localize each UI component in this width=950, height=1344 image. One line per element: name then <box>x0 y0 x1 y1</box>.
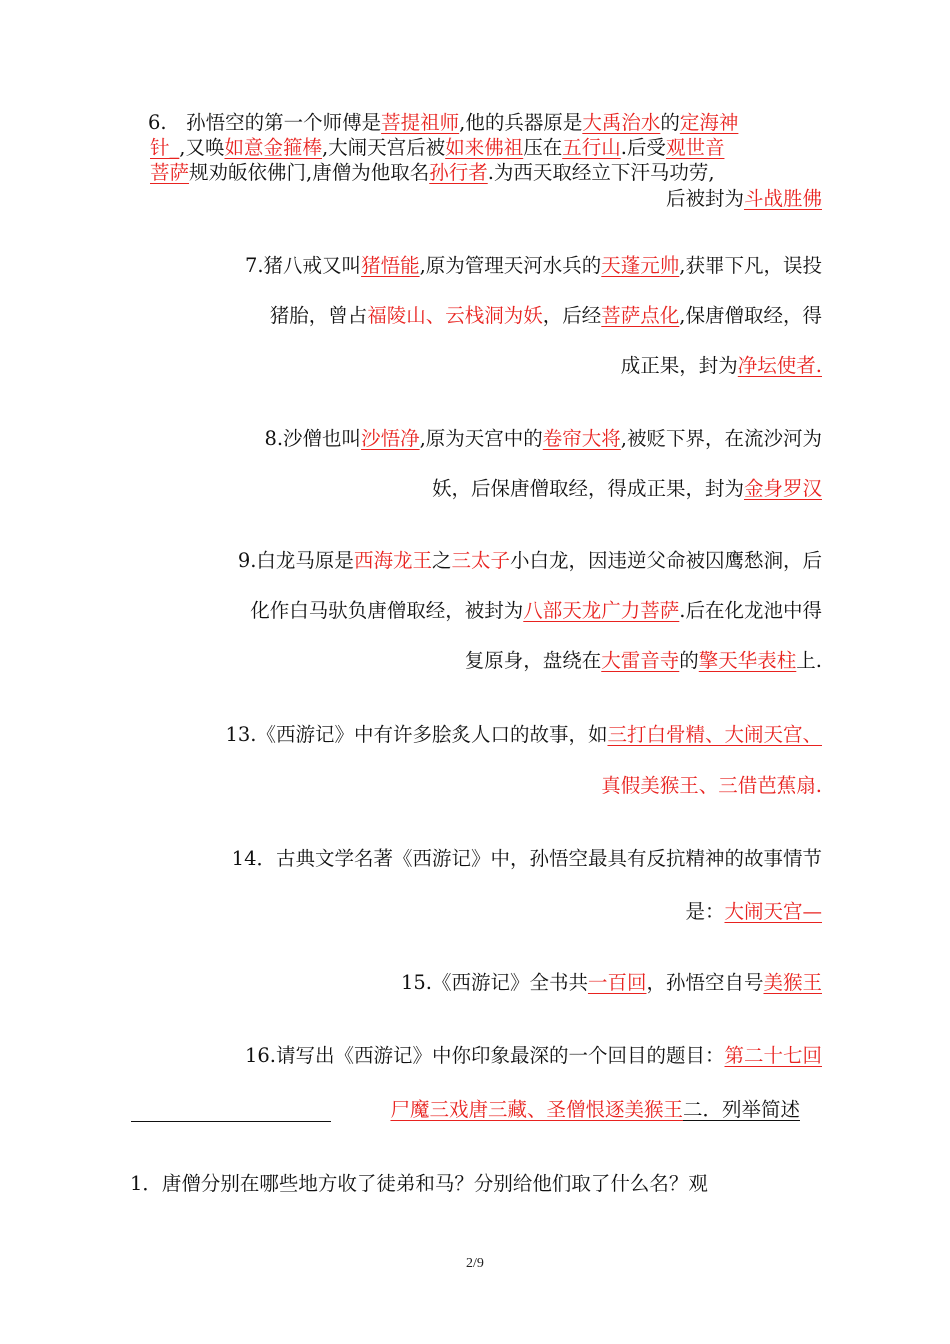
answer: 猪悟能 <box>361 254 420 277</box>
answer: 八部天龙广力菩萨 <box>523 599 680 622</box>
answer: 大禹治水 <box>582 111 661 134</box>
answer: 第二十七回 <box>724 1044 822 1067</box>
text: 上. <box>796 649 822 672</box>
q7-line3 <box>621 353 822 379</box>
section-heading: 二．列举简述 <box>682 1098 800 1121</box>
q13-line2 <box>601 773 822 799</box>
answer: 擎天华表柱 <box>698 649 797 672</box>
answer: 大闹天宫— <box>724 900 822 923</box>
text: 16.请写出《西游记》中你印象最深的一个回目的题目： <box>244 1044 725 1067</box>
text: ，后经 <box>542 304 602 327</box>
text: ,被贬下界，在流沙河为 <box>620 427 822 450</box>
q6-line3 <box>150 160 715 186</box>
q8-line2 <box>432 476 822 502</box>
page-number: 2/9 <box>466 1256 484 1271</box>
text: 13.《西游记》中有许多脍炙人口的故事，如 <box>225 723 608 746</box>
text: 之 <box>431 549 452 572</box>
text: 15.《西游记》全书共 <box>400 971 588 994</box>
q15-line1 <box>401 970 822 996</box>
q9-line2 <box>250 598 822 624</box>
sec2-q1-line1 <box>130 1171 708 1197</box>
text: 1．唐僧分别在哪些地方收了徒弟和马？分别给他们取了什么名？观 <box>130 1172 708 1195</box>
blank-underline <box>131 1121 331 1122</box>
text: 7.猪八戒又叫 <box>244 254 362 277</box>
answer: 尸魔三戏唐三藏、圣僧恨逐美猴王 <box>390 1098 683 1121</box>
q16-line2 <box>390 1097 800 1123</box>
answer: 美猴王 <box>763 971 822 994</box>
answer: 针_ <box>150 136 180 159</box>
text: ,原为天宫中的 <box>419 427 543 450</box>
q6-line1 <box>148 110 738 136</box>
text: 14．古典文学名著《西游记》中，孙悟空最具有反抗精神的故事情节 <box>231 847 822 870</box>
answer: 卷帘大将 <box>542 427 621 450</box>
text: ,他的兵器原是 <box>459 111 583 134</box>
answer: 真假美猴王、三借芭蕉扇. <box>601 774 822 797</box>
q13-line1 <box>225 722 822 748</box>
answer: 金身罗汉 <box>743 477 822 500</box>
q6-line2 <box>150 135 724 161</box>
answer: 天蓬元帅 <box>601 254 680 277</box>
answer: 净坛使者. <box>737 354 822 377</box>
q8-line1 <box>264 426 822 452</box>
answer: 一百回 <box>587 971 647 994</box>
text: 是： <box>685 900 725 923</box>
answer: 如来佛祖 <box>445 136 524 159</box>
q9-line3 <box>465 648 822 674</box>
q14-line2 <box>685 899 822 925</box>
q7-line1 <box>245 253 822 279</box>
text: 的 <box>679 649 699 672</box>
answer: 沙悟净 <box>361 427 420 450</box>
answer: 斗战胜佛 <box>743 187 822 210</box>
answer: 五行山 <box>562 136 621 159</box>
text: ,保唐僧取经，得 <box>679 304 822 327</box>
q14-line1 <box>232 846 822 872</box>
text: ,原为管理天河水兵的 <box>419 254 602 277</box>
answer: 观世音 <box>665 136 725 159</box>
text: ,大闹天宫后被 <box>321 136 446 159</box>
answer: 福陵山、云栈洞为妖 <box>367 304 543 327</box>
text: .后受 <box>620 136 666 159</box>
answer: 菩萨 <box>150 161 190 184</box>
text: 成正果，封为 <box>620 354 738 377</box>
answer: 定海神 <box>679 111 739 134</box>
q6-line4 <box>666 186 822 212</box>
text: .为西天取经立下汗马功劳, <box>487 161 715 184</box>
answer: 如意金箍棒 <box>224 136 322 159</box>
text: 后被封为 <box>665 187 744 210</box>
answer: 大雷音寺 <box>601 649 680 672</box>
text: 规劝皈依佛门,唐僧为他取名 <box>189 161 430 184</box>
q7-line2 <box>270 303 822 329</box>
answer: 西海龙王 <box>353 549 432 572</box>
text: 6. 孙悟空的第一个师傅是 <box>148 111 382 134</box>
text: 化作白马驮负唐僧取经，被封为 <box>250 599 524 622</box>
answer: 三打白骨精、大闹天宫、 <box>607 723 822 746</box>
answer: 菩萨点化 <box>601 304 680 327</box>
answer: 孙行者 <box>429 161 488 184</box>
q9-line1 <box>238 548 822 574</box>
text: 妖，后保唐僧取经，得成正果，封为 <box>431 477 744 500</box>
text: ,获罪下凡，误投 <box>679 254 822 277</box>
text: 的 <box>660 111 680 134</box>
text: ，孙悟空自号 <box>646 971 764 994</box>
q16-line1 <box>245 1043 822 1069</box>
text: ,又唤 <box>179 136 225 159</box>
answer: 三太子 <box>451 549 510 572</box>
text: 小白龙，因违逆父命被囚鹰愁涧，后 <box>509 549 822 572</box>
answer: 菩提祖师 <box>381 111 460 134</box>
text: 压在 <box>523 136 563 159</box>
text: .后在化龙池中得 <box>679 599 822 622</box>
text: 猪胎，曾占 <box>269 304 368 327</box>
text: 8.沙僧也叫 <box>264 427 362 450</box>
text: 9.白龙马原是 <box>237 549 354 572</box>
text: 复原身，盘绕在 <box>464 649 602 672</box>
